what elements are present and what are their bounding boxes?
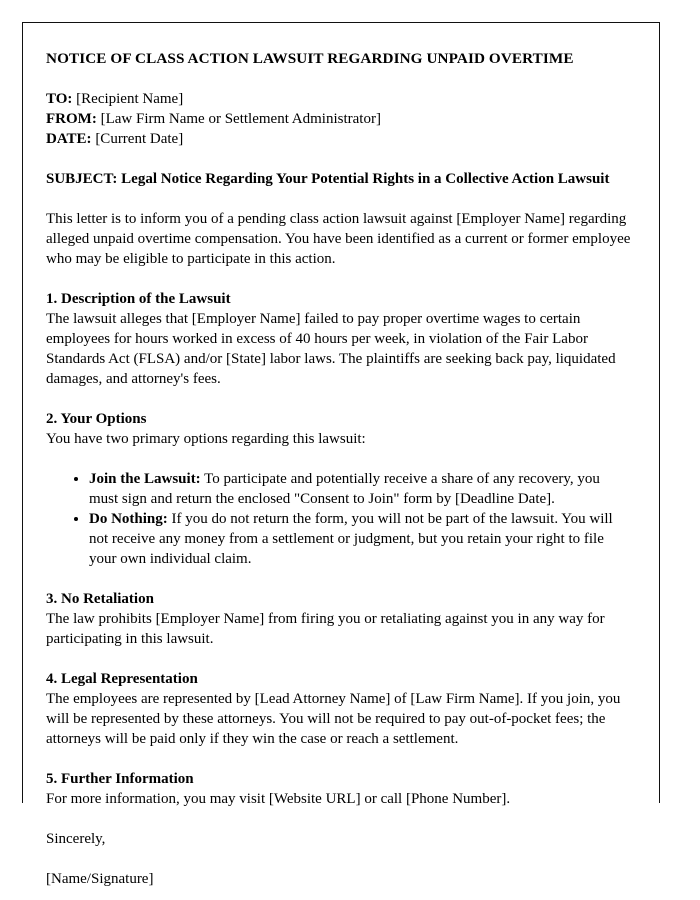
- section-description-of-the-lawsuit: [46, 289, 632, 389]
- document-page: [22, 22, 660, 887]
- signature-placeholder: [Name/Signature]: [46, 871, 154, 887]
- section-text-5: For more information, you may visit [Website URL] or call [Phone Number].: [46, 791, 511, 807]
- date-label: DATE:: [46, 131, 92, 147]
- section-text-4: The employees are represented by [Lead Attorney Name] of [Law Firm Name]. If you join, you will be represented by these attorneys. You will not be required to pay out-of-pocket fees; the attorneys will be paid only if they win the case or reach a settlement.: [46, 691, 621, 747]
- option-text-do-nothing: If you do not return the form, you will not be part of the lawsuit. You will not receive any money from a settlement or judgment, but you retain your right to file your own individual claim.: [89, 511, 613, 567]
- section-legal-representation: [46, 669, 632, 749]
- date-line: [46, 129, 632, 149]
- option-text-join: To participate and potentially receive a share of any recovery, you must sign and return the enclosed "Consent to Join" form by [Deadline Date].: [89, 471, 600, 507]
- date-value: [Current Date]: [95, 131, 184, 147]
- section-further-information: [46, 769, 632, 809]
- list-item: [89, 509, 632, 569]
- option-label-join: Join the Lawsuit:: [89, 471, 201, 487]
- section-heading-4: 4. Legal Representation: [46, 671, 198, 687]
- option-label-do-nothing: Do Nothing:: [89, 511, 168, 527]
- list-item: [89, 469, 632, 509]
- section-heading-5: 5. Further Information: [46, 771, 194, 787]
- recipient-value: [Recipient Name]: [76, 91, 184, 107]
- document-body: [46, 49, 632, 889]
- section-heading-2: 2. Your Options: [46, 411, 147, 427]
- subject-line: SUBJECT: Legal Notice Regarding Your Potential Rights in a Collective Action Lawsuit: [46, 171, 610, 187]
- section-text-1: The lawsuit alleges that [Employer Name] failed to pay proper overtime wages to certain employees for hours worked in excess of 40 hours per week, in violation of the Fair Labor Standards Act (FLSA) and/or [State] labor laws. The plaintiffs are seeking back pay, liquidated damages, and attorney's fees.: [46, 311, 616, 387]
- section-heading-1: 1. Description of the Lawsuit: [46, 291, 231, 307]
- closing-salutation: Sincerely,: [46, 831, 106, 847]
- recipient-line: [46, 89, 632, 109]
- intro-paragraph: This letter is to inform you of a pending class action lawsuit against [Employer Name] regarding alleged unpaid overtime compensation. You have been identified as a current or former employee who may be eligible to participate in this action.: [46, 211, 631, 267]
- page-title: NOTICE OF CLASS ACTION LAWSUIT REGARDING UNPAID OVERTIME: [46, 50, 574, 67]
- recipient-label: TO:: [46, 91, 73, 107]
- section-your-options: [46, 409, 632, 449]
- sender-line: [46, 109, 632, 129]
- section-heading-3: 3. No Retaliation: [46, 591, 154, 607]
- sender-value: [Law Firm Name or Settlement Administrator]: [100, 111, 381, 127]
- sender-label: FROM:: [46, 111, 97, 127]
- section-text-2: You have two primary options regarding this lawsuit:: [46, 431, 366, 447]
- letter-header-block: [46, 89, 632, 149]
- options-list: [46, 469, 632, 569]
- section-no-retaliation: [46, 589, 632, 649]
- section-text-3: The law prohibits [Employer Name] from firing you or retaliating against you in any way for participating in this lawsuit.: [46, 611, 605, 647]
